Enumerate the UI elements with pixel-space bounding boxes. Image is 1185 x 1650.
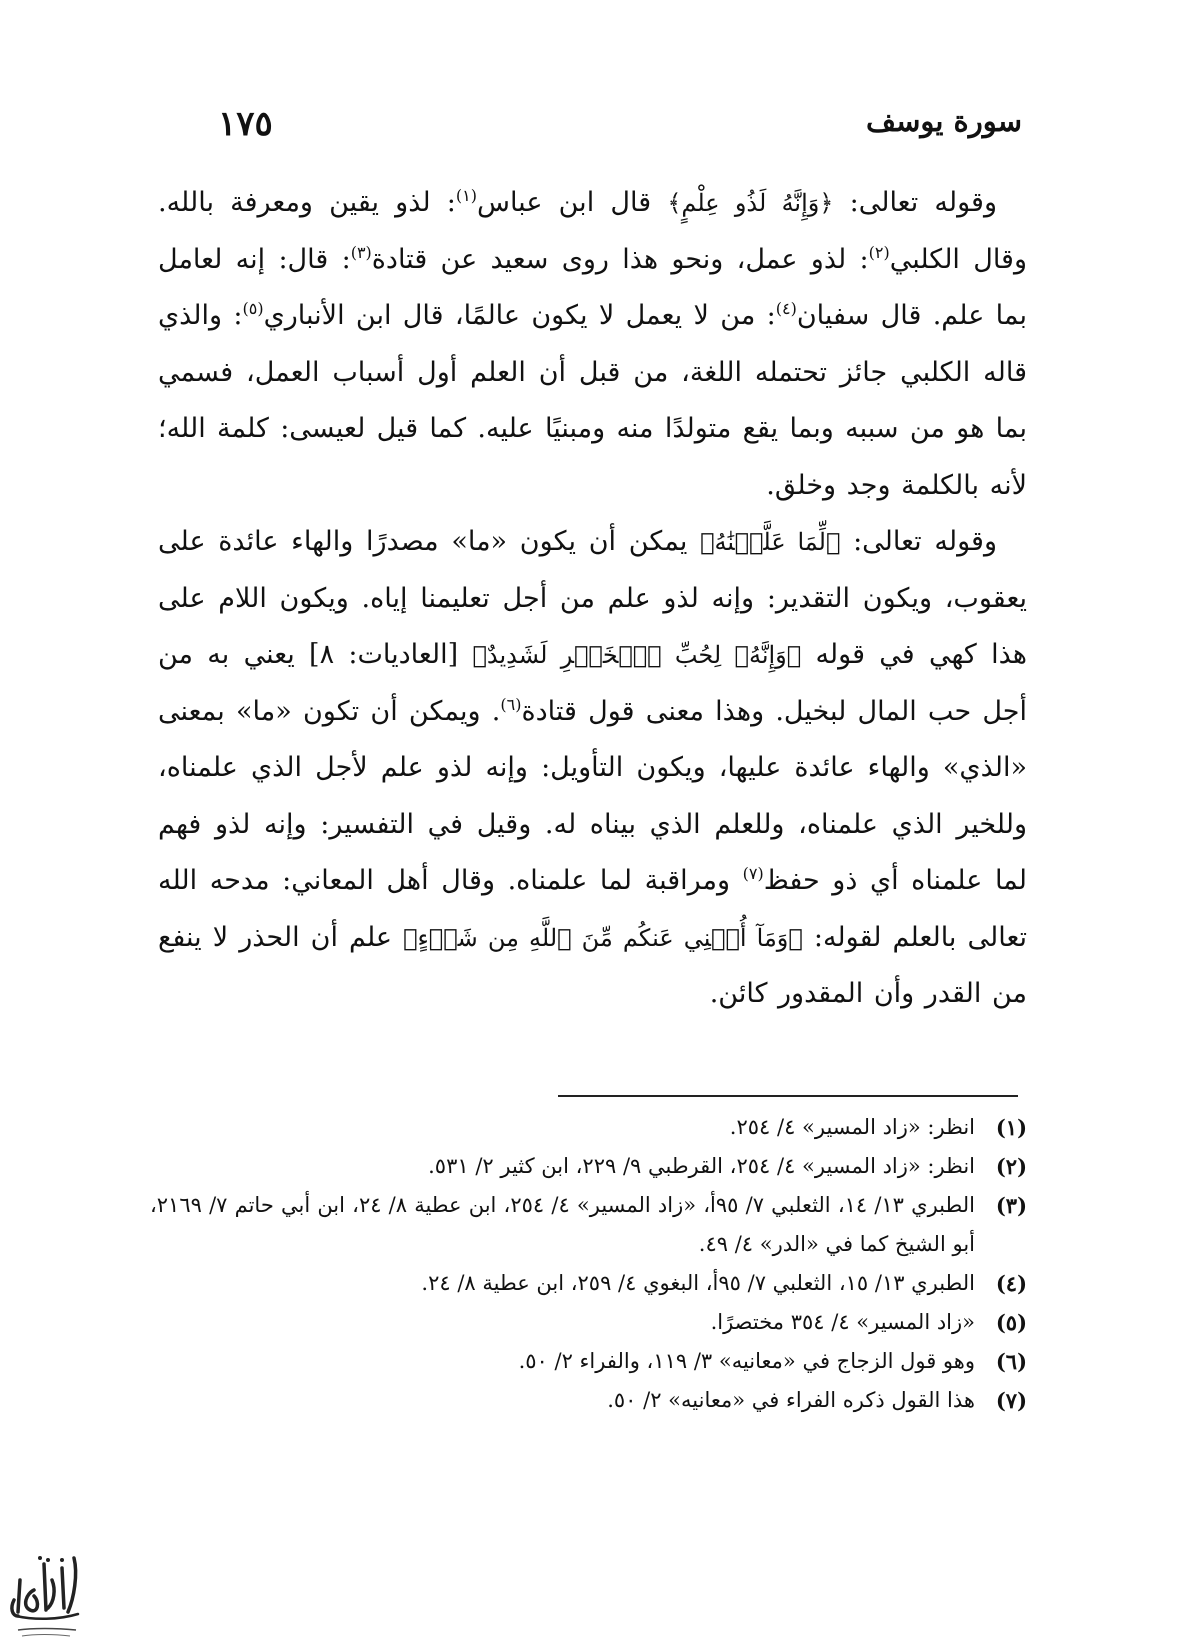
footnote-ref: (٢) [868, 242, 890, 262]
quran-verse: ﴿وَإِنَّهُ لَذُو عِلْمٍ﴾ [667, 189, 834, 217]
footnote [150, 1264, 1027, 1303]
text-run: [العاديات: ٨] يعني به من أجل حب المال لبخيل. وهذا معنى قول قتادة [158, 639, 1027, 727]
footnotes [150, 1108, 1027, 1420]
footnote [150, 1381, 1027, 1420]
footnote-text: انظر: «زاد المسير» ٤/ ٢٥٤، القرطبي ٩/ ٢٢٩، ابن كثير ٢/ ٥٣١. [428, 1154, 975, 1178]
footnote [150, 1342, 1027, 1381]
text-run: . ويمكن أن تكون «ما» بمعنى «الذي» والهاء عائدة عليها، ويكون التأويل: وإنه لذو علم لأجل الذي علمناه، وللخير الذي علمناه، وللعلم الذي بيناه له. وقيل في التفسير: وإنه لذو فهم لما علمناه أي ذو حفظ [158, 695, 1028, 896]
footnote-ref: (٥) [242, 299, 264, 318]
footnote-ref: (٣) [350, 242, 372, 262]
text-run: يمكن أن يكون «ما» مصدرًا والهاء عائدة على يعقوب، ويكون التقدير: وإنه لذو علم من أجل تعليمنا إياه. ويكون اللام على هذا كهي في قوله [158, 526, 1027, 670]
footnote-number: (٣) [995, 1193, 1027, 1218]
page-number: ١٧٥ [218, 104, 273, 144]
text-run: وقوله تعالى: [840, 526, 997, 557]
footnote-text: الطبري ١٣/ ١٥، الثعلبي ٧/ ٩٥أ، البغوي ٤/ ٢٥٩، ابن عطية ٨/ ٢٤. [421, 1271, 975, 1295]
footnote-ref: (١) [455, 186, 477, 205]
paragraph [158, 175, 1027, 514]
footnote-text: هذا القول ذكره الفراء في «معانيه» ٢/ ٥٠. [607, 1388, 975, 1412]
footnote [150, 1186, 1027, 1264]
text-run: : قال: إنه لعامل بما علم. قال سفيان [158, 243, 1027, 331]
text-run: : لذو يقين ومعرفة بالله. وقال الكلبي [158, 187, 1028, 275]
footnote [150, 1108, 1027, 1147]
publisher-stamp-logo [4, 1550, 86, 1642]
footnote-ref: (٦) [500, 694, 522, 714]
footnote-separator [558, 1095, 1018, 1097]
text-run: ومراقبة لما علمناه. وقال أهل المعاني: مدحه الله تعالى بالعلم لقوله: [158, 865, 1028, 953]
footnote-ref: (٧) [742, 864, 764, 883]
footnote-number: (١) [995, 1115, 1027, 1140]
running-title: سورة يوسف [866, 104, 1022, 138]
page-header [218, 104, 1022, 152]
quran-verse: ﴿لِّمَا عَلَّمۡنَٰهُ﴾ [700, 528, 841, 556]
footnote [150, 1303, 1027, 1342]
footnote-text: «زاد المسير» ٤/ ٣٥٤ مختصرًا. [710, 1310, 975, 1334]
text-run: : لذو عمل، ونحو هذا روى سعيد عن قتادة [371, 243, 869, 275]
footnote-number: (٤) [995, 1271, 1027, 1296]
footnote-number: (٥) [995, 1310, 1027, 1335]
footnote-number: (٦) [995, 1349, 1027, 1374]
paragraph [158, 514, 1027, 1023]
footnote-text: وهو قول الزجاج في «معانيه» ٣/ ١١٩، والفراء ٢/ ٥٠. [518, 1349, 975, 1373]
text-run: : والذي قاله الكلبي جائز تحتمله اللغة، من قبل أن العلم أول أسباب العمل، فسمي بما هو من سببه وبما يقع متولدًا منه ومبنيًا عليه. كما قيل لعيسى: كلمة الله؛ لأنه بالكلمة وجد وخلق. [158, 300, 1027, 501]
quran-verse: ﴿وَإِنَّهُۥ لِحُبِّ ٱلۡخَيۡرِ لَشَدِيدٌ﴾ [472, 641, 802, 669]
quran-verse: ﴿وَمَآ أُغۡنِي عَنكُم مِّنَ ٱللَّهِ مِن شَيۡءٍ﴾ [403, 923, 803, 952]
text-run: علم أن الحذر لا ينفع من القدر وأن المقدور كائن. [158, 921, 1027, 1009]
footnote-text: انظر: «زاد المسير» ٤/ ٢٥٤. [729, 1115, 975, 1139]
text-run: : من لا يعمل لا يكون عالمًا، قال ابن الأنباري [263, 300, 776, 331]
text-run: قال ابن عباس [477, 187, 668, 218]
text-run: وقوله تعالى: [833, 187, 997, 218]
main-text [158, 175, 1027, 1023]
footnote-text: الطبري ١٣/ ١٤، الثعلبي ٧/ ٩٥أ، «زاد المسير» ٤/ ٢٥٤، ابن عطية ٨/ ٢٤، ابن أبي حاتم ٧/ ٢١٦٩، أبو الشيخ كما في «الدر» ٤/ ٤٩. [150, 1193, 975, 1256]
footnote-number: (٢) [995, 1154, 1027, 1179]
footnote [150, 1147, 1027, 1186]
footnote-number: (٧) [995, 1388, 1027, 1413]
footnote-ref: (٤) [775, 299, 797, 318]
